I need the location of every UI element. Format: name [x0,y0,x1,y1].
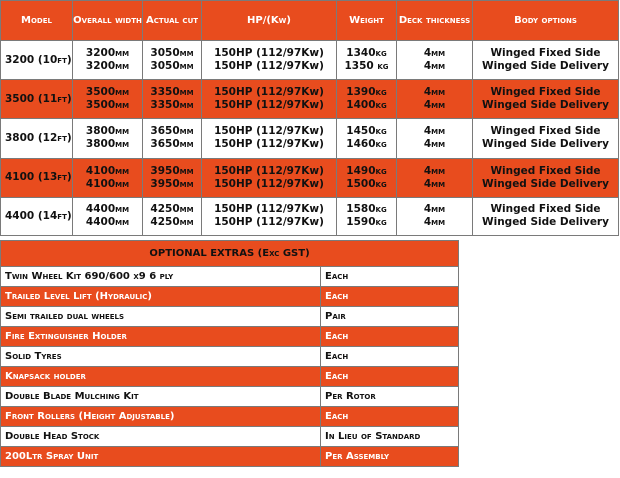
width-cell: 3500mm 3500mm [73,80,143,119]
extras-unit: Each [321,367,459,387]
extras-item: Trailed Level Lift (Hydraulic) [1,287,321,307]
extras-row [1,267,459,287]
header-actual-cut: Actual cut [143,1,202,41]
width-cell: 3200mm 3200mm [73,41,143,80]
header-body-options: Body options [473,1,619,41]
deck-cell: 4mm 4mm [397,41,473,80]
extras-item: Semi trailed dual wheels [1,307,321,327]
spec-row [1,119,619,158]
cut-cell: 3650mm 3650mm [143,119,202,158]
header-model: Model [1,1,73,41]
model-cell: 4100 (13ft) [1,158,73,197]
extras-title: OPTIONAL EXTRAS (Exc GST) [1,241,459,267]
extras-item: Twin Wheel Kit 690/600 x9 6 ply [1,267,321,287]
hp-cell: 150HP (112/97Kw) 150HP (112/97Kw) [202,119,337,158]
weight-cell: 1490kg 1500kg [337,158,397,197]
cut-cell: 3350mm 3350mm [143,80,202,119]
extras-row [1,367,459,387]
model-cell: 3500 (11ft) [1,80,73,119]
extras-row [1,327,459,347]
extras-unit: Per Assembly [321,447,459,467]
extras-item: Front Rollers (Height Adjustable) [1,407,321,427]
extras-unit: Each [321,407,459,427]
width-cell: 3800mm 3800mm [73,119,143,158]
extras-unit: Per Rotor [321,387,459,407]
cut-cell: 4250mm 4250mm [143,197,202,235]
extras-row [1,407,459,427]
deck-cell: 4mm 4mm [397,158,473,197]
spec-header-row [1,1,619,41]
body-options-cell: Winged Fixed Side Winged Side Delivery [473,197,619,235]
width-cell: 4100mm 4100mm [73,158,143,197]
model-cell: 3800 (12ft) [1,119,73,158]
extras-item: Double Head Stock [1,427,321,447]
extras-row [1,447,459,467]
optional-extras-table [0,240,459,467]
extras-row [1,307,459,327]
extras-unit: In Lieu of Standard [321,427,459,447]
extras-row [1,387,459,407]
extras-item: Fire Extinguisher Holder [1,327,321,347]
weight-cell: 1390kg 1400kg [337,80,397,119]
spec-row [1,80,619,119]
body-options-cell: Winged Fixed Side Winged Side Delivery [473,158,619,197]
cut-cell: 3050mm 3050mm [143,41,202,80]
header-hp-kw: HP/(Kw) [202,1,337,41]
model-cell: 4400 (14ft) [1,197,73,235]
extras-unit: Each [321,267,459,287]
deck-cell: 4mm 4mm [397,119,473,158]
spec-row [1,158,619,197]
extras-unit: Pair [321,307,459,327]
extras-row [1,287,459,307]
hp-cell: 150HP (112/97Kw) 150HP (112/97Kw) [202,41,337,80]
width-cell: 4400mm 4400mm [73,197,143,235]
header-deck-thickness: Deck thickness [397,1,473,41]
spec-row [1,41,619,80]
cut-cell: 3950mm 3950mm [143,158,202,197]
deck-cell: 4mm 4mm [397,197,473,235]
spec-row [1,197,619,235]
extras-unit: Each [321,287,459,307]
body-options-cell: Winged Fixed Side Winged Side Delivery [473,41,619,80]
extras-row [1,427,459,447]
extras-unit: Each [321,327,459,347]
extras-item: Double Blade Mulching Kit [1,387,321,407]
header-overall-width: Overall width [73,1,143,41]
hp-cell: 150HP (112/97Kw) 150HP (112/97Kw) [202,158,337,197]
hp-cell: 150HP (112/97Kw) 150HP (112/97Kw) [202,197,337,235]
header-weight: Weight [337,1,397,41]
extras-item: 200Ltr Spray Unit [1,447,321,467]
hp-cell: 150HP (112/97Kw) 150HP (112/97Kw) [202,80,337,119]
specifications-table [0,0,619,236]
extras-row [1,347,459,367]
extras-unit: Each [321,347,459,367]
weight-cell: 1340kg 1350 kg [337,41,397,80]
deck-cell: 4mm 4mm [397,80,473,119]
weight-cell: 1580kg 1590kg [337,197,397,235]
extras-item: Solid Tyres [1,347,321,367]
body-options-cell: Winged Fixed Side Winged Side Delivery [473,119,619,158]
model-cell: 3200 (10ft) [1,41,73,80]
extras-item: Knapsack holder [1,367,321,387]
extras-header-row [1,241,459,267]
weight-cell: 1450kg 1460kg [337,119,397,158]
body-options-cell: Winged Fixed Side Winged Side Delivery [473,80,619,119]
